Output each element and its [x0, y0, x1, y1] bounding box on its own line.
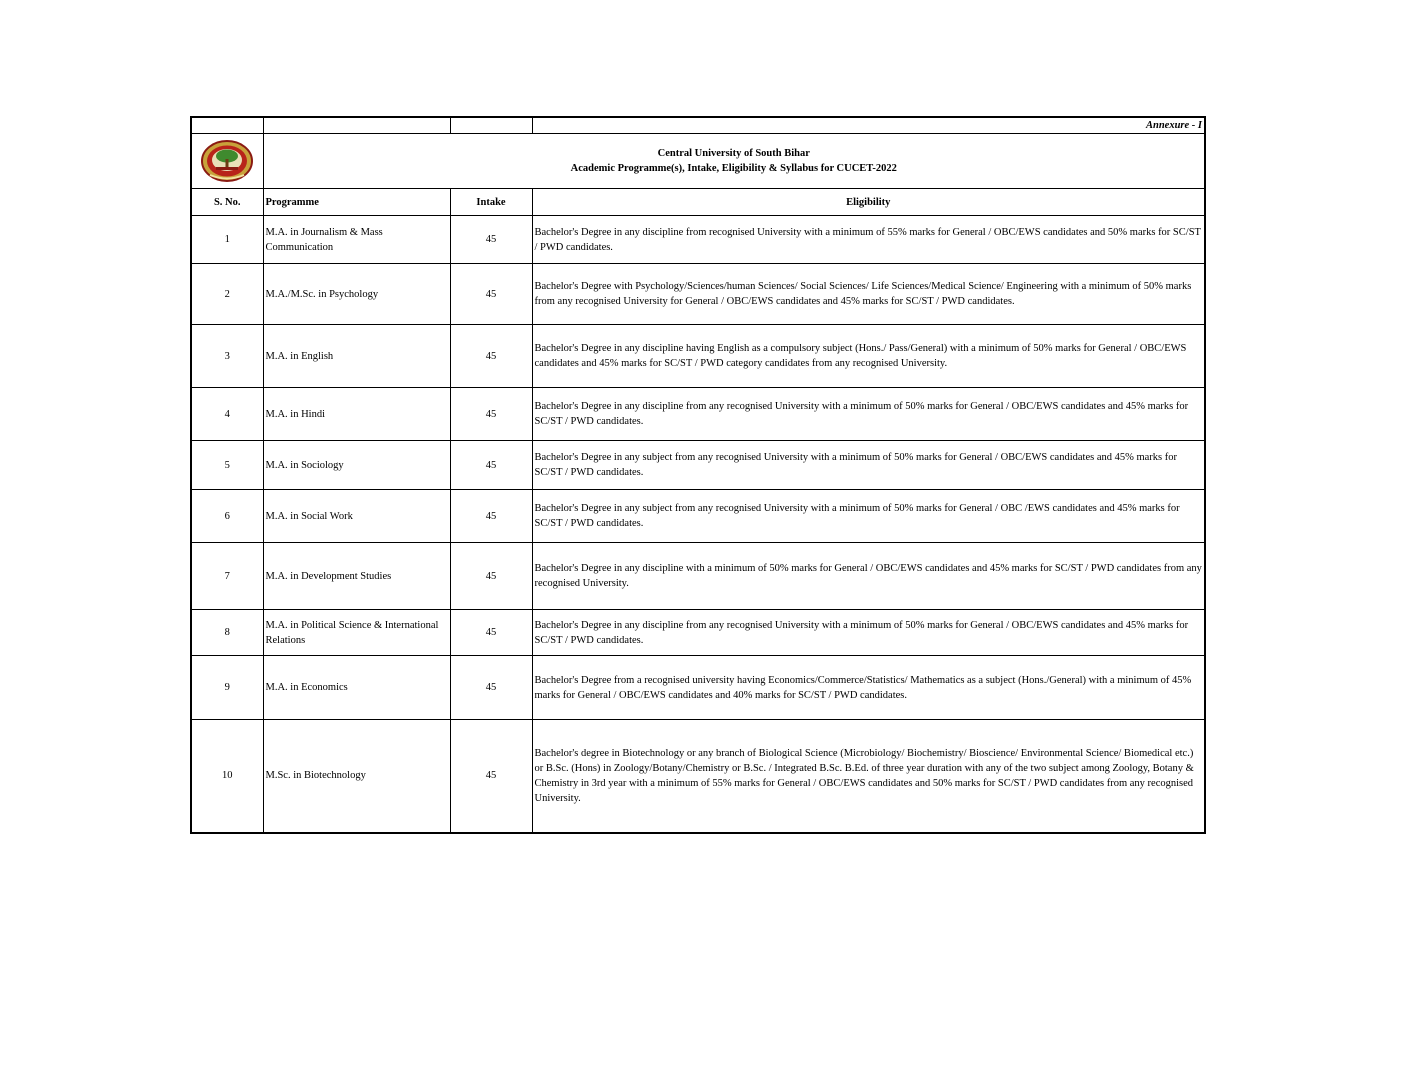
title-row: [191, 134, 1205, 189]
row-intake: 45: [450, 490, 532, 543]
table-row: [191, 656, 1205, 720]
programme-table: [190, 116, 1206, 834]
annexure-label: Annexure - I: [532, 117, 1205, 134]
header-row: [191, 189, 1205, 216]
row-sno: 9: [191, 656, 263, 720]
row-intake: 45: [450, 264, 532, 325]
row-programme: M.A. in English: [263, 325, 450, 388]
row-programme: M.A. in Social Work: [263, 490, 450, 543]
row-intake: 45: [450, 388, 532, 441]
logo-cell: [191, 134, 263, 189]
university-name: Central University of South Bihar: [657, 148, 810, 159]
row-intake: 45: [450, 610, 532, 656]
row-eligibility: Bachelor's Degree from a recognised university having Economics/Commerce/Statistics/ Mathematics as a subject (Hons./General) with a minimum of 45% marks for General / OBC/EWS candidates and 40% marks for SC/ST / PWD candidates.: [532, 656, 1205, 720]
row-sno: 4: [191, 388, 263, 441]
row-sno: 2: [191, 264, 263, 325]
row-intake: 45: [450, 543, 532, 610]
row-sno: 6: [191, 490, 263, 543]
table-row: [191, 720, 1205, 833]
row-sno: 1: [191, 216, 263, 264]
header-eligibility: Eligibility: [532, 189, 1205, 216]
row-sno: 10: [191, 720, 263, 833]
row-eligibility: Bachelor's Degree in any discipline from any recognised University with a minimum of 50% marks for General / OBC/EWS candidates and 45% marks for SC/ST / PWD candidates.: [532, 388, 1205, 441]
row-sno: 8: [191, 610, 263, 656]
header-intake: Intake: [450, 189, 532, 216]
row-programme: M.A. in Political Science & International Relations: [263, 610, 450, 656]
table-row: [191, 388, 1205, 441]
row-intake: 45: [450, 216, 532, 264]
row-intake: 45: [450, 656, 532, 720]
row-sno: 7: [191, 543, 263, 610]
row-sno: 5: [191, 441, 263, 490]
document-subtitle: Academic Programme(s), Intake, Eligibility & Syllabus for CUCET-2022: [570, 163, 897, 174]
header-programme: Programme: [263, 189, 450, 216]
university-seal-icon: [200, 139, 254, 183]
row-eligibility: Bachelor's degree in Biotechnology or any branch of Biological Science (Microbiology/ Biochemistry/ Bioscience/ Environmental Science/ Biomedical etc.) or B.Sc. (Hons) in Zoology/Botany/Chemistry or B.Sc. / Integrated B.Sc. B.Ed. of three year duration with any of the two subject among Zoology, Botany & Chemistry in 3rd year with a minimum of 55% marks for General / OBC/EWS candidates and 50% marks for SC/ST / PWD candidates from any recognised University.: [532, 720, 1205, 833]
row-eligibility: Bachelor's Degree in any subject from any recognised University with a minimum of 50% marks for General / OBC /EWS candidates and 45% marks for SC/ST / PWD candidates.: [532, 490, 1205, 543]
table-row: [191, 441, 1205, 490]
row-intake: 45: [450, 720, 532, 833]
row-eligibility: Bachelor's Degree in any discipline with a minimum of 50% marks for General / OBC/EWS candidates and 45% marks for SC/ST / PWD candidates from any recognised University.: [532, 543, 1205, 610]
row-programme: M.A./M.Sc. in Psychology: [263, 264, 450, 325]
table-row: [191, 264, 1205, 325]
row-eligibility: Bachelor's Degree in any discipline having English as a compulsory subject (Hons./ Pass/General) with a minimum of 50% marks for General / OBC/EWS candidates and 45% marks for SC/ST / PWD category candidates from any recognised University.: [532, 325, 1205, 388]
row-eligibility: Bachelor's Degree in any subject from any recognised University with a minimum of 50% marks for General / OBC/EWS candidates and 45% marks for SC/ST / PWD candidates.: [532, 441, 1205, 490]
table-row: [191, 325, 1205, 388]
row-programme: M.Sc. in Biotechnology: [263, 720, 450, 833]
row-programme: M.A. in Hindi: [263, 388, 450, 441]
row-eligibility: Bachelor's Degree with Psychology/Sciences/human Sciences/ Social Sciences/ Life Sciences/Medical Science/ Engineering with a minimum of 50% marks from any recognised University for General / OBC/EWS candidates and 45% marks for SC/ST / PWD candidates.: [532, 264, 1205, 325]
row-intake: 45: [450, 325, 532, 388]
row-programme: M.A. in Economics: [263, 656, 450, 720]
row-programme: M.A. in Sociology: [263, 441, 450, 490]
annexure-row: [191, 117, 1205, 134]
row-programme: M.A. in Journalism & Mass Communication: [263, 216, 450, 264]
row-sno: 3: [191, 325, 263, 388]
title-block: [263, 134, 1205, 189]
header-sno: S. No.: [191, 189, 263, 216]
row-eligibility: Bachelor's Degree in any discipline from any recognised University with a minimum of 50% marks for General / OBC/EWS candidates and 45% marks for SC/ST / PWD candidates.: [532, 610, 1205, 656]
row-intake: 45: [450, 441, 532, 490]
table-row: [191, 490, 1205, 543]
table-row: [191, 610, 1205, 656]
table-row: [191, 543, 1205, 610]
row-eligibility: Bachelor's Degree in any discipline from recognised University with a minimum of 55% marks for General / OBC/EWS candidates and 50% marks for SC/ST / PWD candidates.: [532, 216, 1205, 264]
table-row: [191, 216, 1205, 264]
row-programme: M.A. in Development Studies: [263, 543, 450, 610]
